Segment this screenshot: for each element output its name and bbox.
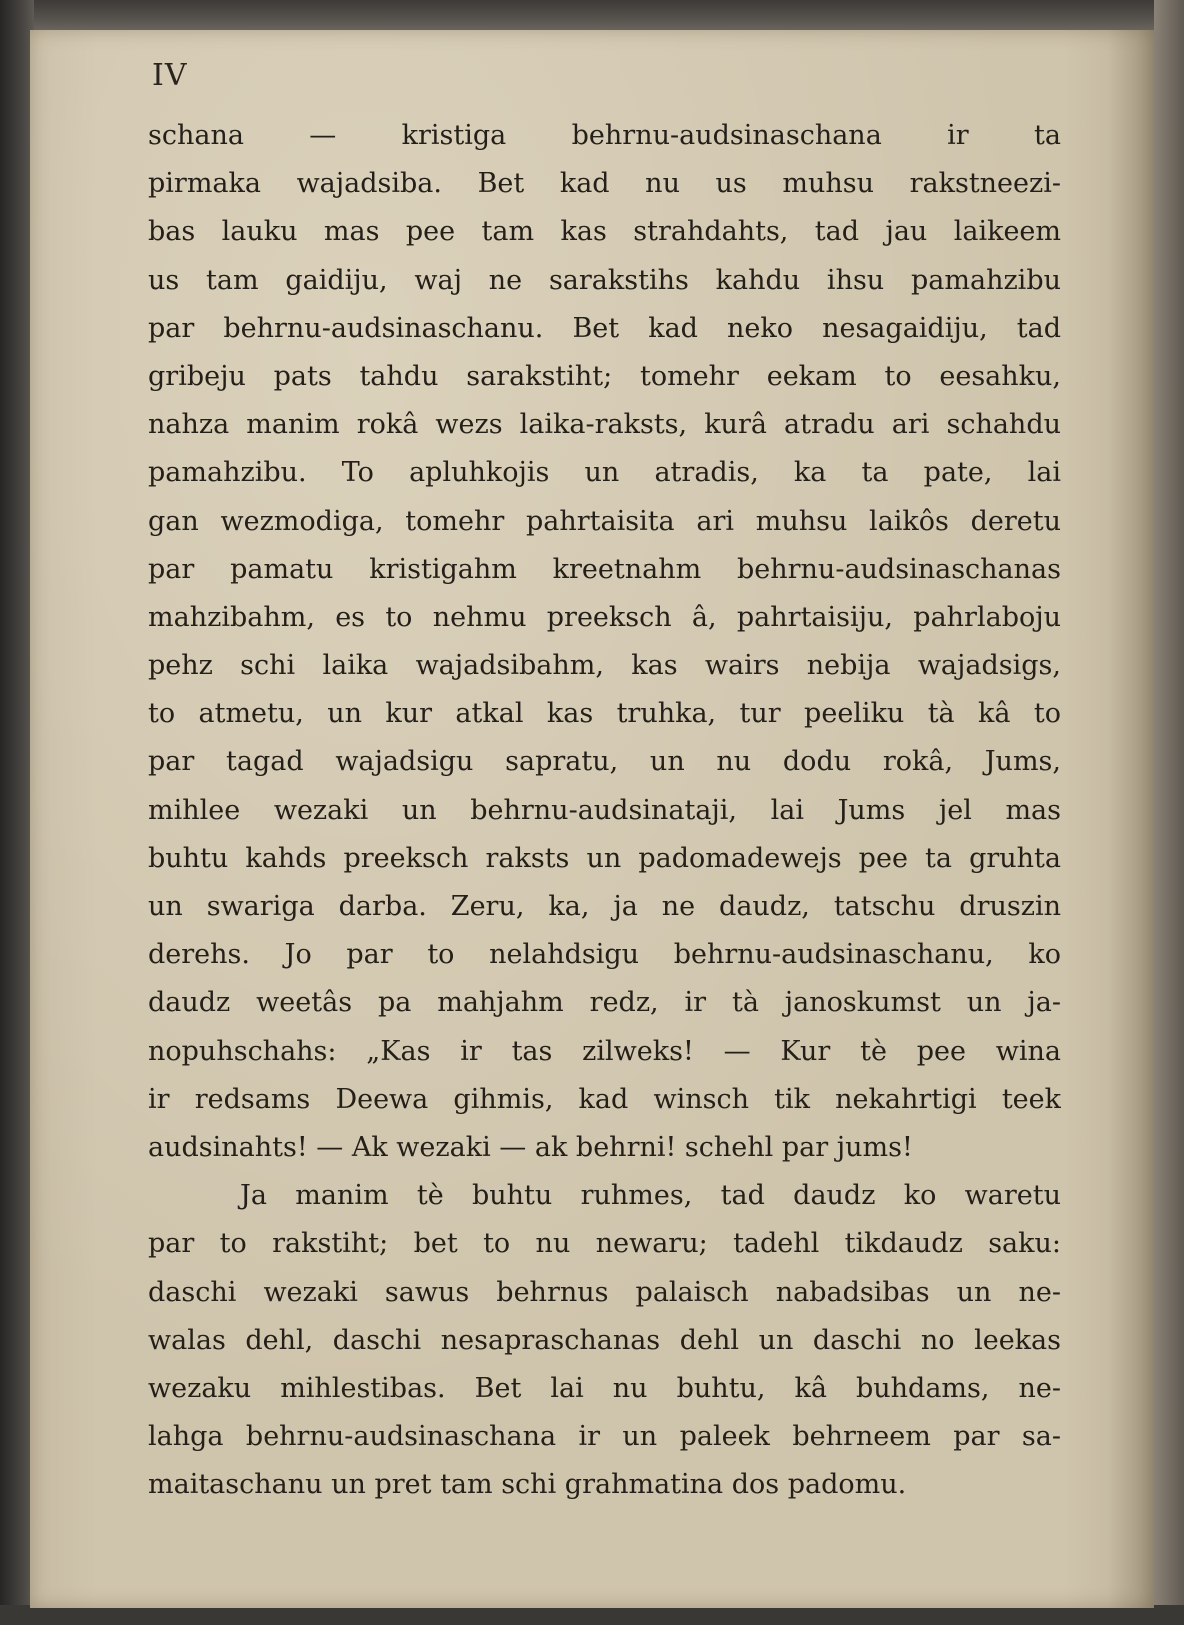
text-line: schana — kristiga behrnu-audsinaschana ir ta [148,120,1061,151]
text-line: walas dehl, daschi nesapraschanas dehl un daschi no leekas [148,1324,1061,1356]
text-line: gan wezmodiga, tomehr pahrtaisita ari muhsu laikôs deretu [148,505,1061,537]
text-line: wezaku mihlestibas. Bet lai nu buhtu, kâ buhdams, ne- [148,1372,1061,1404]
text-line: derehs. Jo par to nelahdsigu behrnu-audsinaschanu, ko [148,939,1061,971]
text-line: daudz weetâs pa mahjahm redz, ir tà janoskumst un ja- [148,987,1061,1019]
page-edge-shadow [1108,30,1154,1608]
scan-background-bottom [0,1605,1184,1625]
text-line: mihlee wezaki un behrnu-audsinataji, lai Jums jel mas [148,794,1061,826]
text-line: buhtu kahds preeksch raksts un padomadewejs pee ta gruhta [148,842,1061,874]
text-line: un swariga darba. Zeru, ka, ja ne daudz, tatschu druszin [148,891,1061,922]
text-line: nopuhschahs: „Kas ir tas zilweks! — Kur tè pee wina [148,1035,1061,1067]
text-line: gribeju pats tahdu sarakstiht; tomehr eekam to eesahku, [148,360,1061,392]
text-line: daschi wezaki sawus behrnus palaisch nabadsibas un ne- [148,1276,1061,1308]
text-line: par behrnu-audsinaschanu. Bet kad neko nesagaidiju, tad [148,312,1061,344]
scan-background-top [0,0,1184,34]
text-line: par tagad wajadsigu sapratu, un nu dodu rokâ, Jums, [148,746,1061,778]
text-line: ir redsams Deewa gihmis, kad winsch tik nekahrtigi teek [148,1083,1061,1115]
text-line: us tam gaidiju, waj ne sarakstihs kahdu ihsu pamahzibu [148,264,1061,296]
scan-background-right [1154,0,1184,1625]
text-line: maitaschanu un pret tam schi grahmatina dos padomu. [148,1469,907,1501]
text-line: pamahzibu. To apluhkojis un atradis, ka ta pate, lai [148,457,1061,489]
text-line: mahzibahm, es to nehmu preeksch â, pahrtaisiju, pahrlaboju [148,601,1061,633]
book-page [30,30,1154,1608]
text-line: par pamatu kristigahm kreetnahm behrnu-audsinaschanas [148,553,1061,585]
text-line: lahga behrnu-audsinaschana ir un paleek behrneem par sa- [148,1421,1061,1453]
text-line: pirmaka wajadsiba. Bet kad nu us muhsu rakstneezi- [148,168,1061,200]
text-line: bas lauku mas pee tam kas strahdahts, tad jau laikeem [148,216,1061,248]
scan-background-left [0,0,34,1625]
text-line: Ja manim tè buhtu ruhmes, tad daudz ko waretu [240,1180,1061,1212]
page-number: IV [152,58,188,93]
text-line: nahza manim rokâ wezs laika-raksts, kurâ atradu ari schahdu [148,409,1061,441]
body-text [148,112,1061,1509]
text-line: to atmetu, un kur atkal kas truhka, tur peeliku tà kâ to [148,698,1061,730]
text-line: audsinahts! — Ak wezaki — ak behrni! schehl par jums! [148,1131,913,1163]
text-line: pehz schi laika wajadsibahm, kas wairs nebija wajadsigs, [148,650,1061,682]
text-line: par to rakstiht; bet to nu newaru; tadehl tikdaudz saku: [148,1228,1061,1260]
